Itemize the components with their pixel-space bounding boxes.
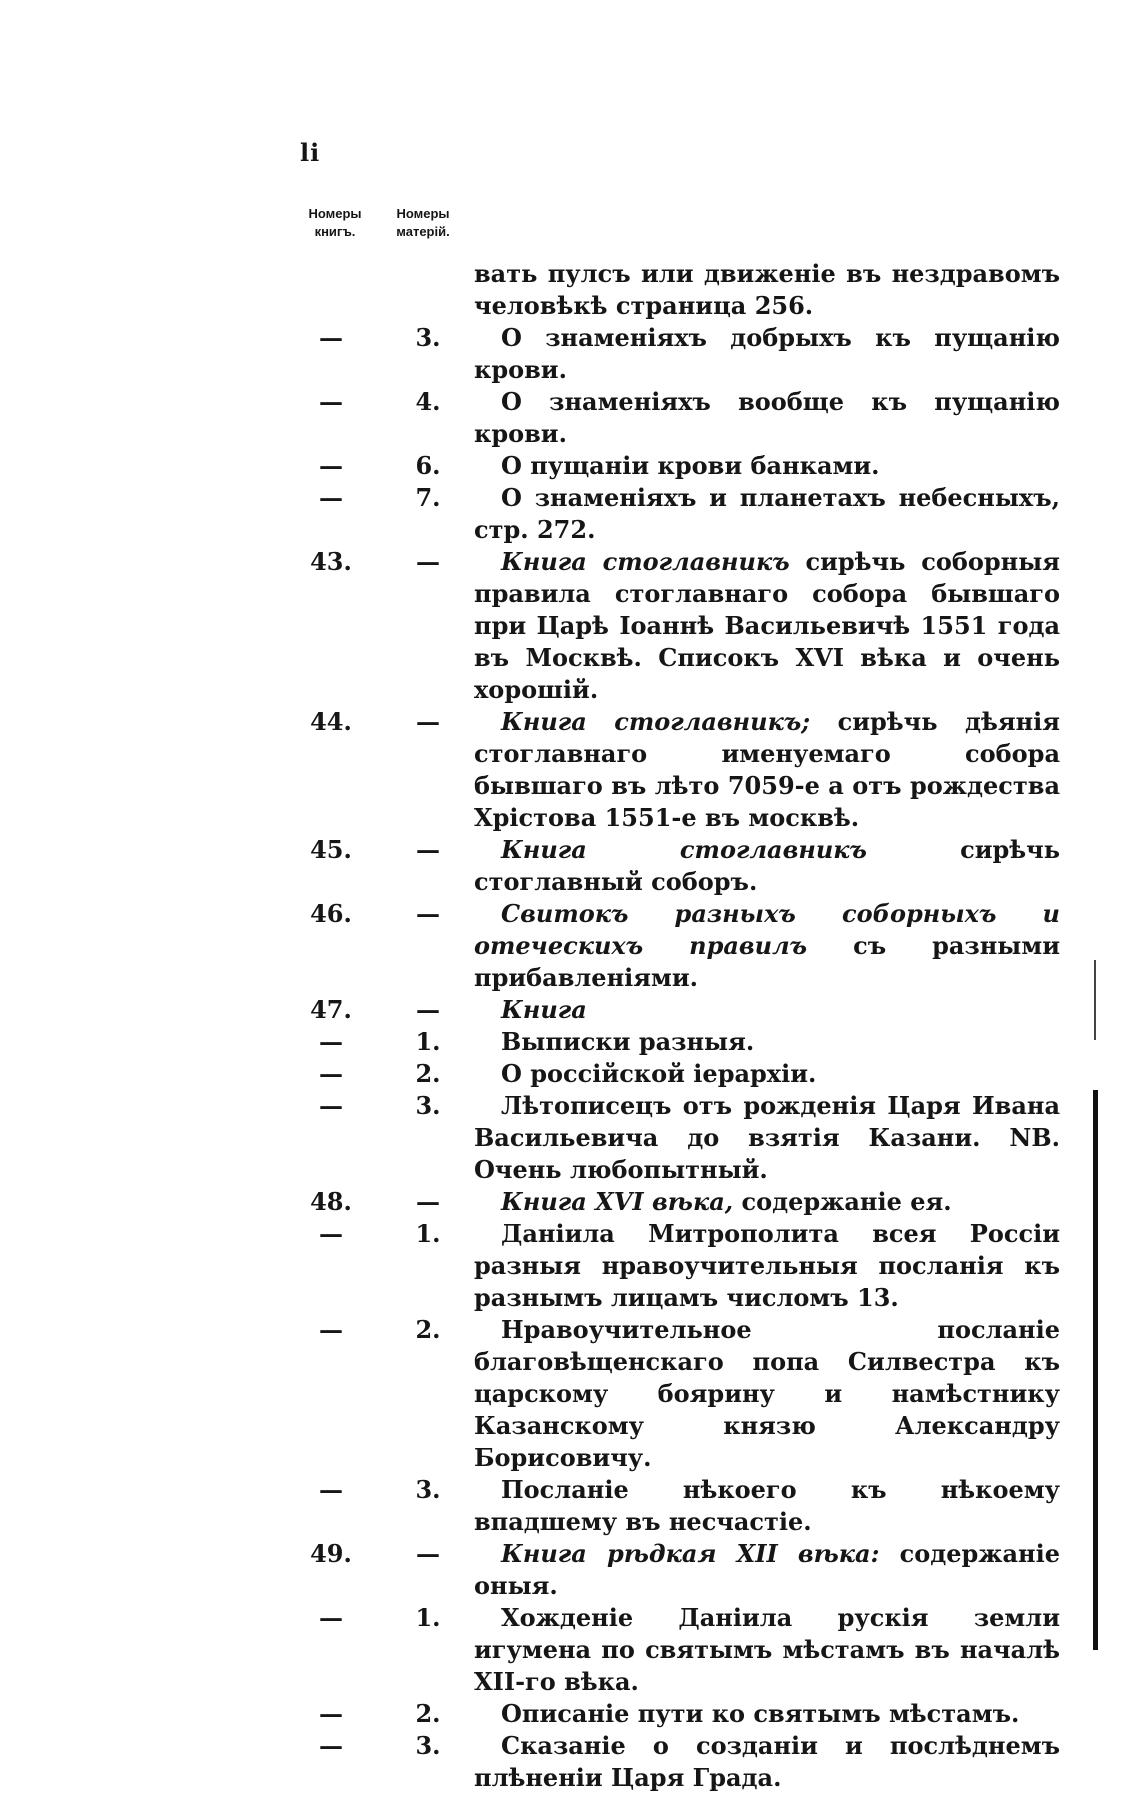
catalog-entry bbox=[300, 1474, 1060, 1538]
material-number: — bbox=[416, 547, 440, 576]
catalog-entry bbox=[300, 546, 1060, 706]
book-number: 47. bbox=[310, 995, 352, 1024]
entry-text bbox=[474, 546, 1060, 706]
entry-text bbox=[474, 1090, 1060, 1186]
material-number: 3. bbox=[415, 323, 441, 352]
catalog-entry bbox=[300, 1218, 1060, 1314]
entry-text bbox=[474, 898, 1060, 994]
material-number: 1. bbox=[415, 1603, 441, 1632]
entry-description: Описаніе пути ко святымъ мѣстамъ. bbox=[501, 1699, 1020, 1728]
book-number: — bbox=[319, 1475, 343, 1504]
entry-text bbox=[474, 1314, 1060, 1474]
catalog-entry bbox=[300, 1186, 1060, 1218]
material-number: 7. bbox=[415, 483, 441, 512]
entry-title: Книга bbox=[501, 995, 587, 1024]
material-number: 2. bbox=[415, 1699, 441, 1728]
entry-text bbox=[474, 322, 1060, 386]
material-number: 2. bbox=[415, 1059, 441, 1088]
entry-text bbox=[474, 1730, 1060, 1794]
book-number: — bbox=[319, 1059, 343, 1088]
entry-text bbox=[474, 1474, 1060, 1538]
catalog-entry bbox=[300, 898, 1060, 994]
book-number: 43. bbox=[310, 547, 352, 576]
book-number: — bbox=[319, 1027, 343, 1056]
material-number: 3. bbox=[415, 1731, 441, 1760]
book-number: — bbox=[319, 1699, 343, 1728]
catalog-entry bbox=[300, 1314, 1060, 1474]
entry-description: сирѣчь стоглавный соборъ. bbox=[474, 835, 1060, 896]
entry-title: Книга рѣдкая XII вѣка: bbox=[501, 1539, 880, 1568]
material-number: — bbox=[416, 707, 440, 736]
material-number: — bbox=[416, 899, 440, 928]
catalog-entry bbox=[300, 322, 1060, 386]
book-number: — bbox=[319, 1731, 343, 1760]
catalog-entry bbox=[300, 1698, 1060, 1730]
header-material-numbers: Номеры матерій. bbox=[396, 206, 450, 239]
material-number: — bbox=[416, 995, 440, 1024]
entry-description: сирѣчь дѣянія стоглавнаго именуемаго собора бывшаго въ лѣто 7059-е а отъ рождества Хрістова 1551-е въ москвѣ. bbox=[474, 707, 1061, 832]
catalog-entry bbox=[300, 1026, 1060, 1058]
entry-description: содержаніе оныя. bbox=[474, 1539, 1061, 1600]
catalog-entry bbox=[300, 482, 1060, 546]
header-book-numbers: Номеры книгъ. bbox=[308, 206, 362, 239]
entry-description: Лѣтописецъ отъ рожденія Царя Ивана Васильевича до взятія Казани. NB. Очень любопытный. bbox=[474, 1091, 1060, 1184]
entry-title: Книга стоглавникъ; bbox=[501, 707, 811, 736]
book-number: 46. bbox=[310, 899, 352, 928]
entry-description: О пущаніи крови банками. bbox=[501, 451, 880, 480]
catalog-entry bbox=[300, 706, 1060, 834]
catalog-entry bbox=[300, 386, 1060, 450]
material-number: 4. bbox=[415, 387, 441, 416]
book-number: — bbox=[319, 1219, 343, 1248]
entry-description: Хожденіе Даніила рускія земли игумена по святымъ мѣстамъ въ началѣ XII-го вѣка. bbox=[474, 1603, 1060, 1696]
book-number: 44. bbox=[310, 707, 352, 736]
material-number: 3. bbox=[415, 1091, 441, 1120]
scan-edge-line-thin bbox=[1094, 960, 1096, 1040]
entry-description: Даніила Митрополита всея Россіи разныя нравоучительныя посланія къ разнымъ лицамъ числомъ 13. bbox=[474, 1219, 1060, 1312]
scan-edge-line bbox=[1093, 1090, 1098, 1650]
entry-description: О россійской іерархіи. bbox=[501, 1059, 817, 1088]
entry-description: содержаніе ея. bbox=[733, 1187, 952, 1216]
material-number: 2. bbox=[415, 1315, 441, 1344]
entry-description: сирѣчь соборныя правила стоглавнаго собора бывшаго при Царѣ Іоаннѣ Васильевичѣ 1551 года въ Москвѣ. Списокъ XVI вѣка и очень хорошій. bbox=[474, 547, 1060, 704]
book-number: — bbox=[319, 451, 343, 480]
entry-text bbox=[474, 1698, 1060, 1730]
entry-description: О знаменіяхъ и планетахъ небесныхъ, стр. 272. bbox=[474, 483, 1060, 544]
entry-description: вать пулсъ или движеніе въ нездравомъ человѣкѣ страница 256. bbox=[474, 259, 1060, 320]
entry-description: Выписки разныя. bbox=[501, 1027, 755, 1056]
book-number: — bbox=[319, 323, 343, 352]
entry-description: О знаменіяхъ вообще къ пущанію крови. bbox=[474, 387, 1060, 448]
book-number: — bbox=[319, 483, 343, 512]
entry-description: Нравоучительное посланіе благовѣщенскаго попа Силвестра къ царскому боярину и намѣстнику Казанскому князю Александру Борисовичу. bbox=[474, 1315, 1060, 1472]
book-number: 48. bbox=[310, 1187, 352, 1216]
material-number: 1. bbox=[415, 1219, 441, 1248]
material-number: 1. bbox=[415, 1027, 441, 1056]
material-number: — bbox=[416, 1539, 440, 1568]
catalog-entries bbox=[300, 258, 1060, 1794]
book-number: — bbox=[319, 1603, 343, 1632]
page-number: li bbox=[300, 138, 321, 167]
catalog-entry bbox=[300, 258, 1060, 322]
entry-text bbox=[474, 386, 1060, 450]
book-number: 49. bbox=[310, 1539, 352, 1568]
entry-text bbox=[474, 994, 1060, 1026]
entry-title: Книга XVI вѣка, bbox=[501, 1187, 734, 1216]
entry-text bbox=[474, 1026, 1060, 1058]
entry-text bbox=[474, 1186, 1060, 1218]
catalog-entry bbox=[300, 994, 1060, 1026]
entry-description: О знаменіяхъ добрыхъ къ пущанію крови. bbox=[474, 323, 1060, 384]
entry-text bbox=[474, 706, 1060, 834]
catalog-entry bbox=[300, 1602, 1060, 1698]
material-number: 3. bbox=[415, 1475, 441, 1504]
material-number: 6. bbox=[415, 451, 441, 480]
entry-text bbox=[474, 258, 1060, 322]
material-number: — bbox=[416, 835, 440, 864]
book-number: 45. bbox=[310, 835, 352, 864]
entry-text bbox=[474, 450, 1060, 482]
material-number: — bbox=[416, 1187, 440, 1216]
entry-text bbox=[474, 1538, 1060, 1602]
catalog-entry bbox=[300, 834, 1060, 898]
catalog-entry bbox=[300, 1730, 1060, 1794]
entry-title: Книга стоглавникъ bbox=[501, 547, 790, 576]
entry-description: съ разными прибавленіями. bbox=[474, 931, 1061, 992]
catalog-entry bbox=[300, 1538, 1060, 1602]
entry-description: Сказаніе о созданіи и послѣднемъ плѣненіи Царя Града. bbox=[474, 1731, 1060, 1792]
entry-text bbox=[474, 1602, 1060, 1698]
entry-title: Свитокъ разныхъ соборныхъ и отеческихъ правилъ bbox=[474, 899, 1060, 960]
entry-text bbox=[474, 1218, 1060, 1314]
catalog-entry bbox=[300, 1090, 1060, 1186]
catalog-entry bbox=[300, 1058, 1060, 1090]
book-number: — bbox=[319, 387, 343, 416]
entry-description: Посланіе нѣкоего къ нѣкоему впадшему въ несчастіе. bbox=[474, 1475, 1060, 1536]
entry-text bbox=[474, 1058, 1060, 1090]
catalog-entry bbox=[300, 450, 1060, 482]
entry-text bbox=[474, 834, 1060, 898]
entry-title: Книга стоглавникъ bbox=[501, 835, 867, 864]
entry-text bbox=[474, 482, 1060, 546]
book-number: — bbox=[319, 1091, 343, 1120]
book-number: — bbox=[319, 1315, 343, 1344]
